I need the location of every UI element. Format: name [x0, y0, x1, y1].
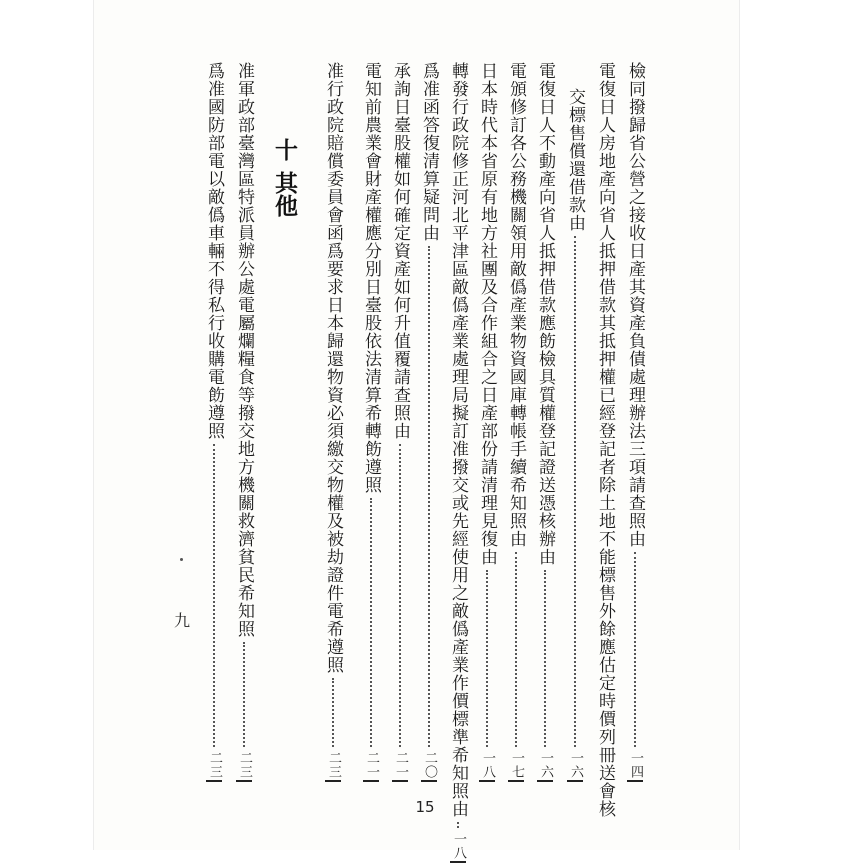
- toc-entry-text: 爲准函答復清算疑問由: [419, 62, 439, 242]
- toc-entry-text: 准軍政部臺灣區特派員辦公處電屬爛糧食等撥交地方機關救濟貧民希知照: [234, 62, 254, 638]
- margin-page-number: 九: [174, 611, 191, 630]
- dot-leader: [370, 498, 372, 747]
- dot-leader: [213, 444, 215, 747]
- toc-entry-text: 電復日人房地產向省人抵押借款其抵押權已經登記者除土地不能標售外餘應估定時價列冊送會核: [595, 62, 615, 818]
- toc-page-number: 二一: [363, 751, 379, 782]
- toc-page-number: 二〇: [421, 751, 437, 782]
- dot-leader: [486, 570, 488, 747]
- dot-leader: [544, 570, 546, 747]
- toc-page-number: 一八: [450, 832, 466, 863]
- dot-leader: [428, 246, 430, 747]
- dot-leader: [243, 642, 245, 747]
- toc-entry: [418, 62, 440, 782]
- dot-leader: [634, 552, 636, 747]
- toc-entry-text: 日本時代本省原有地方社團及合作組合之日產部份請清理見復由: [477, 62, 497, 566]
- toc-entry-text: 檢同撥歸省公營之接收日產其資產負債處理辦法三項請查照由: [625, 62, 645, 548]
- toc-page-number: 二三: [236, 751, 252, 782]
- toc-entry: [624, 62, 646, 782]
- toc-entry: [233, 62, 255, 782]
- toc-entry-text: 准行政院賠償委員會函爲要求日本歸還物資必須繳交物權及被劫證件電希遵照: [323, 62, 343, 674]
- toc-entry: [447, 62, 469, 860]
- toc-entry-text: 電知前農業會財產權應分別日臺股依法清算希轉飭遵照: [361, 62, 381, 494]
- toc-page-number: 一八: [479, 751, 495, 782]
- toc-entry-text: 爲准國防部電以敵僞車輛不得私行收購電飭遵照: [204, 62, 224, 440]
- toc-entry-text: 電頒修訂各公務機關領用敵僞產業物資國庫轉帳手續希知照由: [506, 62, 526, 548]
- dot-leader: [574, 236, 576, 747]
- toc-entry: [476, 62, 498, 782]
- section-title: 其他: [271, 171, 298, 217]
- toc-page-number: 一四: [627, 751, 643, 782]
- section-number: 十: [271, 138, 298, 161]
- toc-entry-continuation: [564, 88, 586, 782]
- toc-entry-text: 交標售償還借款由: [565, 88, 585, 232]
- toc-page-number: 二三: [206, 751, 222, 782]
- toc-page-number: 二一: [392, 751, 408, 782]
- folio-page-number: 15: [415, 798, 435, 816]
- toc-page-number: 二三: [325, 751, 341, 782]
- toc-page-number: 一七: [508, 751, 524, 782]
- toc-entry: [360, 62, 382, 782]
- toc-page-number: 一六: [567, 751, 583, 782]
- toc-entry: [594, 62, 616, 818]
- toc-page-number: 一六: [537, 751, 553, 782]
- dot-leader: [399, 444, 401, 747]
- dot-leader: [457, 822, 459, 828]
- toc-entry-text: 承詢日臺股權如何確定資產如何升值覆請查照由: [390, 62, 410, 440]
- dot-leader: [332, 678, 334, 747]
- toc-entry-text: 電復日人不動產向省人抵押借款應飭檢具質權登記證送憑核辦由: [535, 62, 555, 566]
- section-heading: [269, 138, 299, 217]
- toc-entry: [322, 62, 344, 782]
- toc-entry: [534, 62, 556, 782]
- dot-leader: [515, 552, 517, 747]
- toc-entry: [505, 62, 527, 782]
- toc-entry: [203, 62, 225, 782]
- toc-entry: [389, 62, 411, 782]
- toc-entry-text: 轉發行政院修正河北平津區敵僞產業處理局擬訂准撥交或先經使用之敵僞產業作價標準希知照由: [448, 62, 468, 818]
- scan-speck: [180, 558, 183, 561]
